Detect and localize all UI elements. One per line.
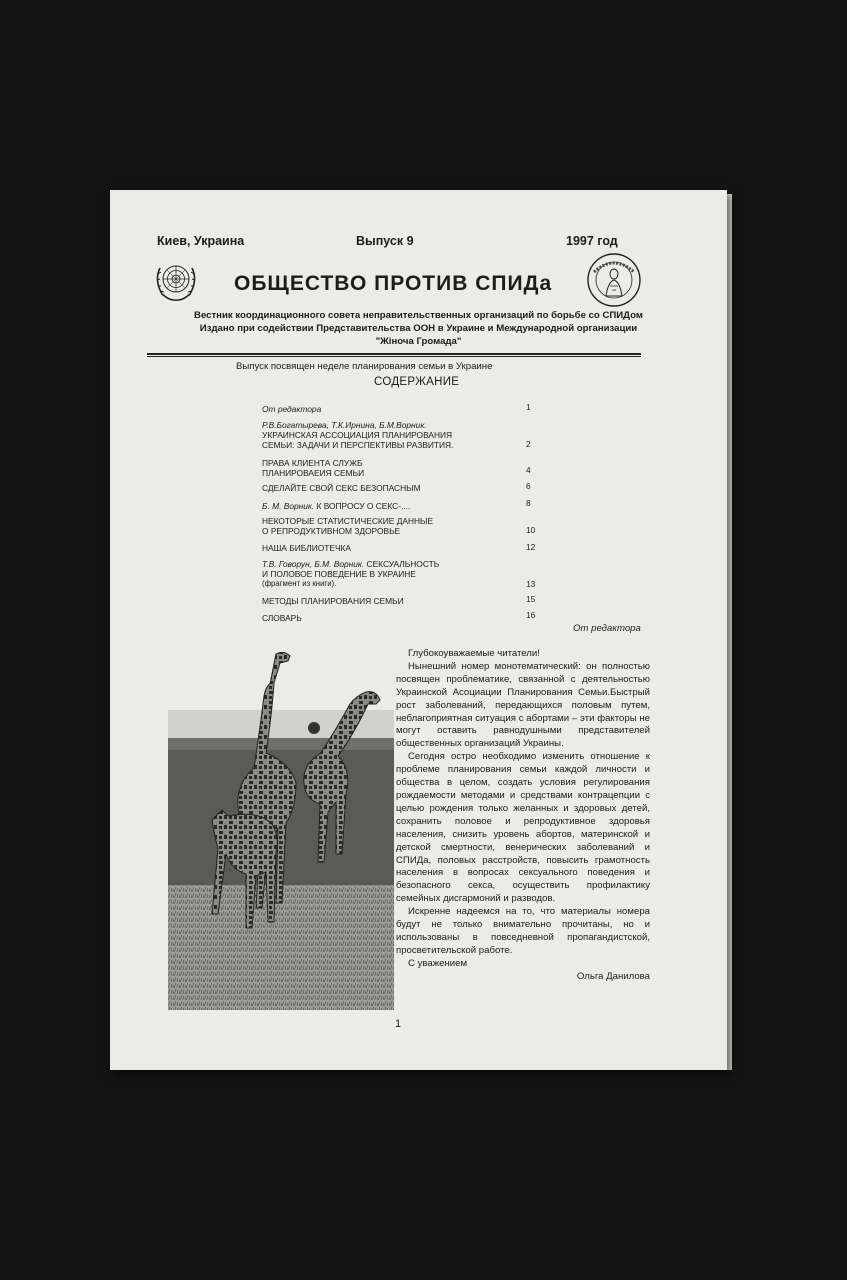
header-year: 1997 год bbox=[566, 234, 618, 248]
toc-page-number: 4 bbox=[526, 465, 531, 475]
toc-page-number: 15 bbox=[526, 594, 536, 604]
toc-item bbox=[262, 543, 351, 553]
toc-item-title-line: СЛОВАРЬ bbox=[262, 613, 302, 623]
editorial-section-label: От редактора bbox=[573, 623, 641, 634]
toc-page-number: 8 bbox=[526, 498, 531, 508]
subtitle-line-1: Вестник координационного совета неправительственных организаций по борьбе со СПИДом bbox=[194, 310, 643, 321]
toc-item-title: От редактора bbox=[262, 404, 322, 414]
toc-item-title-line: К ВОПРОСУ О СЕКС-.... bbox=[316, 501, 411, 511]
organization-seal-icon bbox=[586, 252, 642, 308]
toc-item-title-line: СДЕЛАЙТЕ СВОЙ СЕКС БЕЗОПАСНЫМ bbox=[262, 483, 421, 493]
toc-item-title-line: СЕКСУАЛЬНОСТЬ bbox=[366, 559, 440, 569]
editorial-paragraph: Нынешний номер монотематический: он полностью посвящен проблематике, связанной с деятельностью Украинской Асоциации Планирования Семьи.Быстрый рост заболеваний, передающихся половым путем, неблагоприятная ситуация с абортами – эти факторы не могут оставить равнодушными представителей общественных организаций Украины. bbox=[396, 660, 650, 750]
toc-item bbox=[262, 483, 421, 493]
toc-item bbox=[262, 613, 302, 623]
newsletter-title: ОБЩЕСТВО ПРОТИВ СПИДа bbox=[234, 272, 553, 295]
toc-page-number: 16 bbox=[526, 610, 536, 620]
subtitle-line-2: Издано при содействии Представительства ООН в Украине и Международной организации bbox=[199, 323, 638, 334]
toc-item-title-line: СЕМЬИ: ЗАДАЧИ И ПЕРСПЕКТИВЫ РАЗВИТИЯ. bbox=[262, 440, 454, 450]
editorial-signature: Ольга Данилова bbox=[576, 970, 650, 982]
toc-item-author: Т.В. Говорун, Б.М. Ворник. bbox=[262, 559, 365, 569]
editorial-greeting: Глубокоуважаемые читатели! bbox=[408, 648, 540, 659]
header-issue: Выпуск 9 bbox=[356, 234, 414, 248]
toc-item bbox=[262, 458, 364, 478]
editorial-paragraph: Искренне надеемся на то, что материалы номера будут не только внимательно прочитаны, но и использованы в повседневной пропагандистской, просветительской работе. bbox=[396, 906, 650, 956]
toc-page-number: 13 bbox=[526, 579, 536, 589]
toc-page-number: 10 bbox=[526, 525, 536, 535]
issue-dedication: Выпуск посвящен неделе планирования семьи в Украине bbox=[236, 361, 493, 372]
header-place: Киев, Украина bbox=[157, 234, 245, 248]
toc-item bbox=[262, 516, 433, 536]
toc-page-number: 12 bbox=[526, 542, 536, 552]
editorial-paragraph: Сегодня остро необходимо изменить отношение к проблеме планирования семьи каждой личности и общества в целом, создать условия регулирования рождаемости методами и средствами контрацепции с целью рождения только желанных и здоровых детей, сохранить половое и репродуктивное здоровья населения, снизить уровень абортов, материнской и детской смертности, венерических заболеваний и СПИДа, половых расстройств, повысить грамотность населения в вопросах сексуального поведения и безопасного секса, осуществить профилактику семейных дисгармоний и разводов. bbox=[396, 751, 650, 905]
toc-item bbox=[262, 501, 410, 511]
toc-item-title-line: ПРАВА КЛИЕНТА СЛУЖБ bbox=[262, 458, 363, 468]
toc-item bbox=[262, 404, 321, 414]
toc-item bbox=[262, 420, 453, 450]
toc-page-number: 6 bbox=[526, 481, 531, 491]
header-rule-bottom bbox=[147, 356, 641, 357]
toc-item-title-line: И ПОЛОВОЕ ПОВЕДЕНИЕ В УКРАИНЕ bbox=[262, 569, 416, 579]
toc-page-number: 2 bbox=[526, 439, 531, 449]
toc-item-title-line: ПЛАНИРОВАЕИЯ СЕМЬИ bbox=[262, 468, 365, 478]
toc-item-title-line: (фрагмент из книги). bbox=[262, 579, 337, 588]
toc-item bbox=[262, 559, 439, 589]
subtitle-line-3: "Жiноча Громада" bbox=[375, 336, 462, 347]
toc-item-title-line: НАША БИБЛИОТЕЧКА bbox=[262, 543, 352, 553]
toc-item-title-line: НЕКОТОРЫЕ СТАТИСТИЧЕСКИЕ ДАННЫЕ bbox=[262, 516, 434, 526]
header-rule-top bbox=[147, 353, 641, 355]
toc-item-title-line: УКРАИНСКАЯ АССОЦИАЦИЯ ПЛАНИРОВАНИЯ bbox=[262, 430, 453, 440]
newsletter-page bbox=[110, 190, 727, 1070]
editorial-text bbox=[396, 648, 650, 984]
toc-page-number: 1 bbox=[526, 402, 531, 412]
page-number: 1 bbox=[395, 1018, 402, 1030]
toc-item-author: Р.В.Богатырева, Т.К.Ирнина, Б.М.Ворник. bbox=[262, 420, 427, 430]
toc-item-title-line: МЕТОДЫ ПЛАНИРОВАНИЯ СЕМЬИ bbox=[262, 596, 404, 606]
un-emblem-icon bbox=[150, 258, 202, 304]
toc-item-author: Б. М. Ворник. bbox=[262, 501, 315, 511]
toc-heading: СОДЕРЖАНИЕ bbox=[374, 376, 460, 388]
giraffes-photo bbox=[168, 640, 394, 1010]
editorial-closing: С уважением bbox=[408, 957, 468, 969]
toc-item-title-line: О РЕПРОДУКТИВНОМ ЗДОРОВЬЕ bbox=[262, 526, 401, 536]
toc-item bbox=[262, 596, 404, 606]
